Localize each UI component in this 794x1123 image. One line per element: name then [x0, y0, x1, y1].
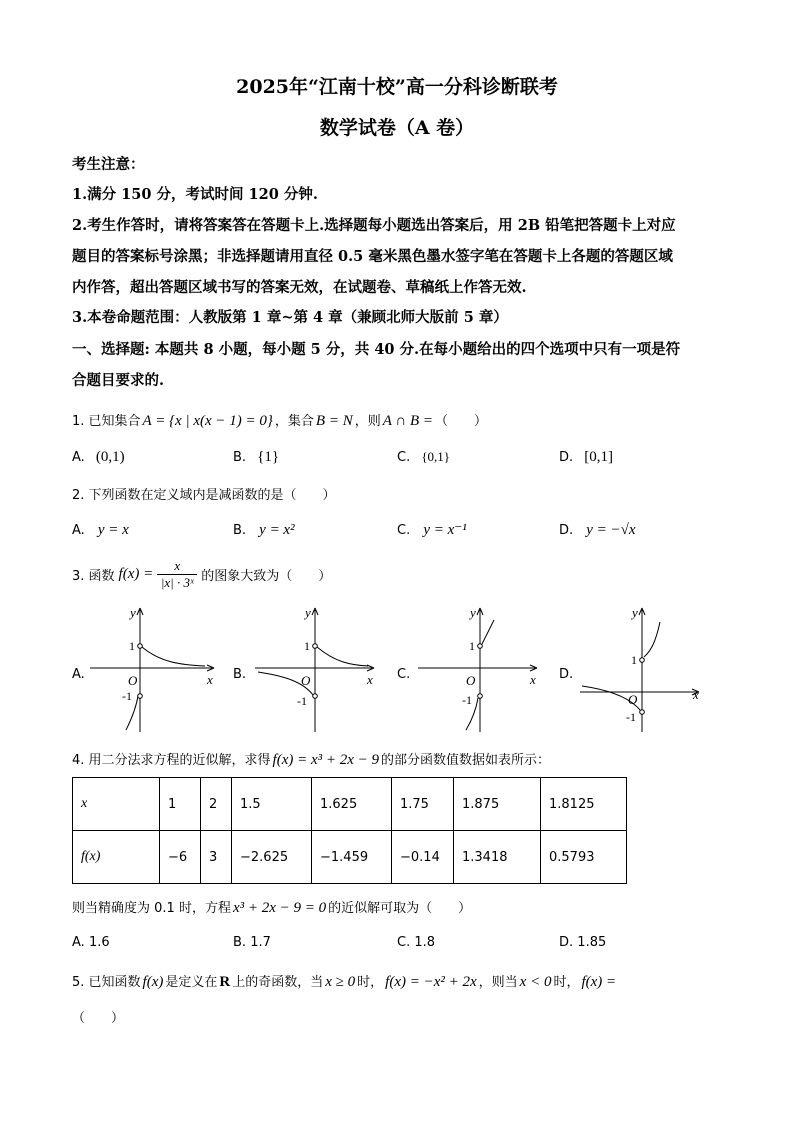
- q5-real-set: R: [219, 974, 231, 990]
- graph-b[interactable]: [255, 605, 374, 732]
- y-label: y: [130, 605, 136, 620]
- section-heading-line-2: 合题目要求的.: [72, 372, 165, 389]
- q2-option-d[interactable]: [559, 519, 636, 539]
- question-4-query: [72, 897, 471, 917]
- option-value: {1}: [257, 449, 280, 465]
- option-value: y = x: [97, 522, 129, 538]
- row-label-f: [73, 831, 160, 884]
- open-point-top: [640, 658, 645, 663]
- q3-post: 的图象大致为（ ）: [201, 569, 332, 584]
- question-1-stem: [72, 410, 487, 430]
- option-label: A.: [72, 450, 85, 465]
- y-label: y: [470, 605, 476, 620]
- origin-label: O: [466, 673, 476, 688]
- q3-fraction: [157, 558, 197, 591]
- q1-expr: A ∩ B =: [382, 413, 433, 429]
- q1-paren: （ ）: [434, 414, 487, 429]
- q1-option-d[interactable]: [559, 446, 613, 466]
- table-row: [73, 831, 627, 884]
- open-point-top: [313, 644, 318, 649]
- origin-label: O: [128, 673, 138, 688]
- table-cell: −1.459: [312, 831, 392, 884]
- tick-neg-1: -1: [122, 689, 132, 703]
- table-cell: 2: [201, 778, 232, 831]
- q5-p5: ，则当: [478, 975, 518, 990]
- table-cell: 1.5: [232, 778, 312, 831]
- cell-text: x: [81, 796, 88, 811]
- q4-value-table: [72, 777, 627, 884]
- curve-right: [644, 622, 660, 657]
- table-cell: 1: [160, 778, 201, 831]
- graph-b-label[interactable]: B.: [233, 667, 247, 682]
- q3-graphs: [0, 600, 794, 740]
- tick-1: 1: [469, 639, 475, 653]
- q5-p2: 是定义在: [165, 975, 218, 990]
- q4-option-c[interactable]: [397, 935, 435, 950]
- option-label: D.: [559, 523, 574, 538]
- q5-cond-2: x < 0: [519, 974, 552, 990]
- curve-right: [482, 620, 494, 644]
- q1-post: ，则: [354, 414, 381, 429]
- question-2-stem: 2. 下列函数在定义域内是减函数的是（ ）: [72, 488, 336, 503]
- q5-p1: 5. 已知函数: [72, 975, 141, 990]
- note-2-line-1: 2.考生作答时，请将答案答在答题卡上.选择题每小题选出答案后，用 2B 铅笔把答题卡上对应: [72, 217, 676, 234]
- option-label: B.: [233, 523, 247, 538]
- graph-d[interactable]: [580, 605, 699, 732]
- option-value: 1.7: [250, 935, 271, 950]
- q1-set-b: B = N: [315, 413, 353, 429]
- q3-func: f(x) =: [118, 566, 154, 582]
- note-3: 3.本卷命题范围：人教版第 1 章~第 4 章（兼顾北师大版前 5 章）: [72, 309, 508, 326]
- open-point-bottom: [478, 694, 483, 699]
- q4-post: 的部分函数值数据如表所示：: [381, 753, 551, 768]
- table-row: [73, 778, 627, 831]
- q5-p6: 时，: [553, 975, 580, 990]
- option-value: y = x²: [259, 522, 295, 538]
- q5-p4: 时，: [357, 975, 384, 990]
- table-cell: 1.8125: [541, 778, 627, 831]
- table-cell: 1.75: [392, 778, 454, 831]
- q5-paren: （ ）: [72, 1011, 125, 1026]
- exam-title: 2025年“江南十校”高一分科诊断联考: [236, 76, 558, 98]
- option-label: C.: [397, 450, 411, 465]
- q2-option-b[interactable]: [233, 519, 295, 539]
- tick-neg-1: -1: [462, 693, 472, 707]
- option-value: 1.6: [88, 935, 110, 950]
- tick-1: 1: [129, 639, 135, 653]
- x-label: x: [207, 672, 213, 687]
- option-label: C.: [397, 935, 411, 950]
- question-3-stem: [72, 558, 331, 591]
- option-value: y = x⁻¹: [423, 522, 467, 538]
- graph-a[interactable]: [90, 605, 214, 732]
- q4-option-a[interactable]: [72, 935, 110, 950]
- open-point-top: [478, 644, 483, 649]
- q5-expr-2: f(x) =: [581, 974, 617, 990]
- q3-denominator: |x| · 3ˣ: [160, 575, 194, 590]
- graph-a-label[interactable]: A.: [72, 667, 85, 682]
- q4-prefix: 4. 用二分法求方程的近似解，求得: [72, 753, 271, 768]
- row-label-x: [73, 778, 160, 831]
- table-cell: 3: [201, 831, 232, 884]
- notes-heading: 考生注意：: [72, 156, 145, 173]
- table-cell: 0.5793: [541, 831, 627, 884]
- table-cell: 1.3418: [454, 831, 541, 884]
- q2-option-c[interactable]: [397, 519, 467, 539]
- question-5-stem: [72, 971, 616, 991]
- q5-expr-1: f(x) = −x² + 2x: [385, 974, 477, 990]
- q5-f1: f(x): [142, 974, 164, 990]
- cell-text: f(x): [81, 849, 101, 864]
- tick-1: 1: [304, 639, 310, 653]
- open-point-bottom: [640, 710, 645, 715]
- option-label: B.: [233, 450, 247, 465]
- question-4-stem: [72, 749, 550, 769]
- open-point-bottom: [138, 694, 143, 699]
- option-value: 1.8: [414, 935, 436, 950]
- option-value: 1.85: [577, 935, 607, 950]
- x-label: x: [367, 672, 373, 687]
- table-cell: 1.625: [312, 778, 392, 831]
- note-2-line-3: 内作答，超出答题区域书写的答案无效，在试题卷、草稿纸上作答无效.: [72, 279, 527, 296]
- curve-right: [142, 647, 205, 666]
- q4-query-post: 的近似解可取为（ ）: [328, 901, 472, 916]
- x-label: x: [530, 672, 536, 687]
- q4-func: f(x) = x³ + 2x − 9: [272, 752, 380, 768]
- y-label: y: [632, 605, 638, 620]
- q1-option-b[interactable]: [233, 446, 279, 466]
- option-value: y = −√x: [586, 522, 636, 538]
- option-label: A.: [72, 935, 85, 950]
- option-value: (0,1): [95, 449, 125, 465]
- x-label: x: [693, 687, 699, 702]
- q5-p3: 上的奇函数，当: [232, 975, 324, 990]
- q3-prefix: 3. 函数: [72, 569, 115, 584]
- q4-option-b[interactable]: [233, 935, 271, 950]
- q4-equation: x³ + 2x − 9 = 0: [232, 900, 327, 916]
- graph-c-label[interactable]: C.: [397, 667, 411, 682]
- note-2-line-2: 题目的答案标号涂黑；非选择题请用直径 0.5 毫米黑色墨水签字笔在答题卡上各题的答题区域: [72, 248, 673, 265]
- option-label: B.: [233, 935, 247, 950]
- table-cell: 1.875: [454, 778, 541, 831]
- open-point-top: [138, 644, 143, 649]
- origin-label: O: [301, 673, 311, 688]
- q1-prefix: 1. 已知集合: [72, 414, 141, 429]
- graph-d-label[interactable]: D.: [559, 667, 574, 682]
- option-label: D.: [559, 450, 574, 465]
- section-heading-line-1: 一、选择题: 本题共 8 小题，每小题 5 分，共 40 分.在每小题给出的四个选项中只有一项是符: [72, 341, 681, 358]
- option-label: C.: [397, 523, 411, 538]
- q4-option-d[interactable]: [559, 935, 606, 950]
- q1-option-c[interactable]: [397, 446, 450, 465]
- origin-label: O: [628, 692, 638, 707]
- open-point-bottom: [313, 694, 318, 699]
- option-value: {0,1}: [421, 449, 451, 464]
- q5-cond-1: x ≥ 0: [325, 974, 356, 990]
- y-label: y: [305, 605, 311, 620]
- q3-numerator: x: [174, 558, 181, 573]
- q1-set-a: A = {x | x(x − 1) = 0}: [142, 413, 273, 429]
- q2-option-a[interactable]: [72, 519, 129, 539]
- option-label: A.: [72, 523, 85, 538]
- table-cell: −2.625: [232, 831, 312, 884]
- table-cell: −0.14: [392, 831, 454, 884]
- q1-option-a[interactable]: [72, 446, 125, 466]
- tick-neg-1: -1: [626, 710, 636, 724]
- curve-right: [317, 647, 368, 666]
- q1-mid: ，集合: [274, 414, 314, 429]
- tick-neg-1: -1: [297, 694, 307, 708]
- option-label: D.: [559, 935, 574, 950]
- tick-1: 1: [631, 653, 637, 667]
- graph-c[interactable]: [418, 605, 537, 732]
- q4-query-prefix: 则当精确度为 0.1 时，方程: [72, 901, 231, 916]
- option-value: [0,1]: [584, 449, 613, 465]
- table-cell: −6: [160, 831, 201, 884]
- exam-subtitle: 数学试卷（A 卷）: [319, 117, 475, 139]
- note-1: 1.满分 150 分，考试时间 120 分钟.: [72, 186, 318, 203]
